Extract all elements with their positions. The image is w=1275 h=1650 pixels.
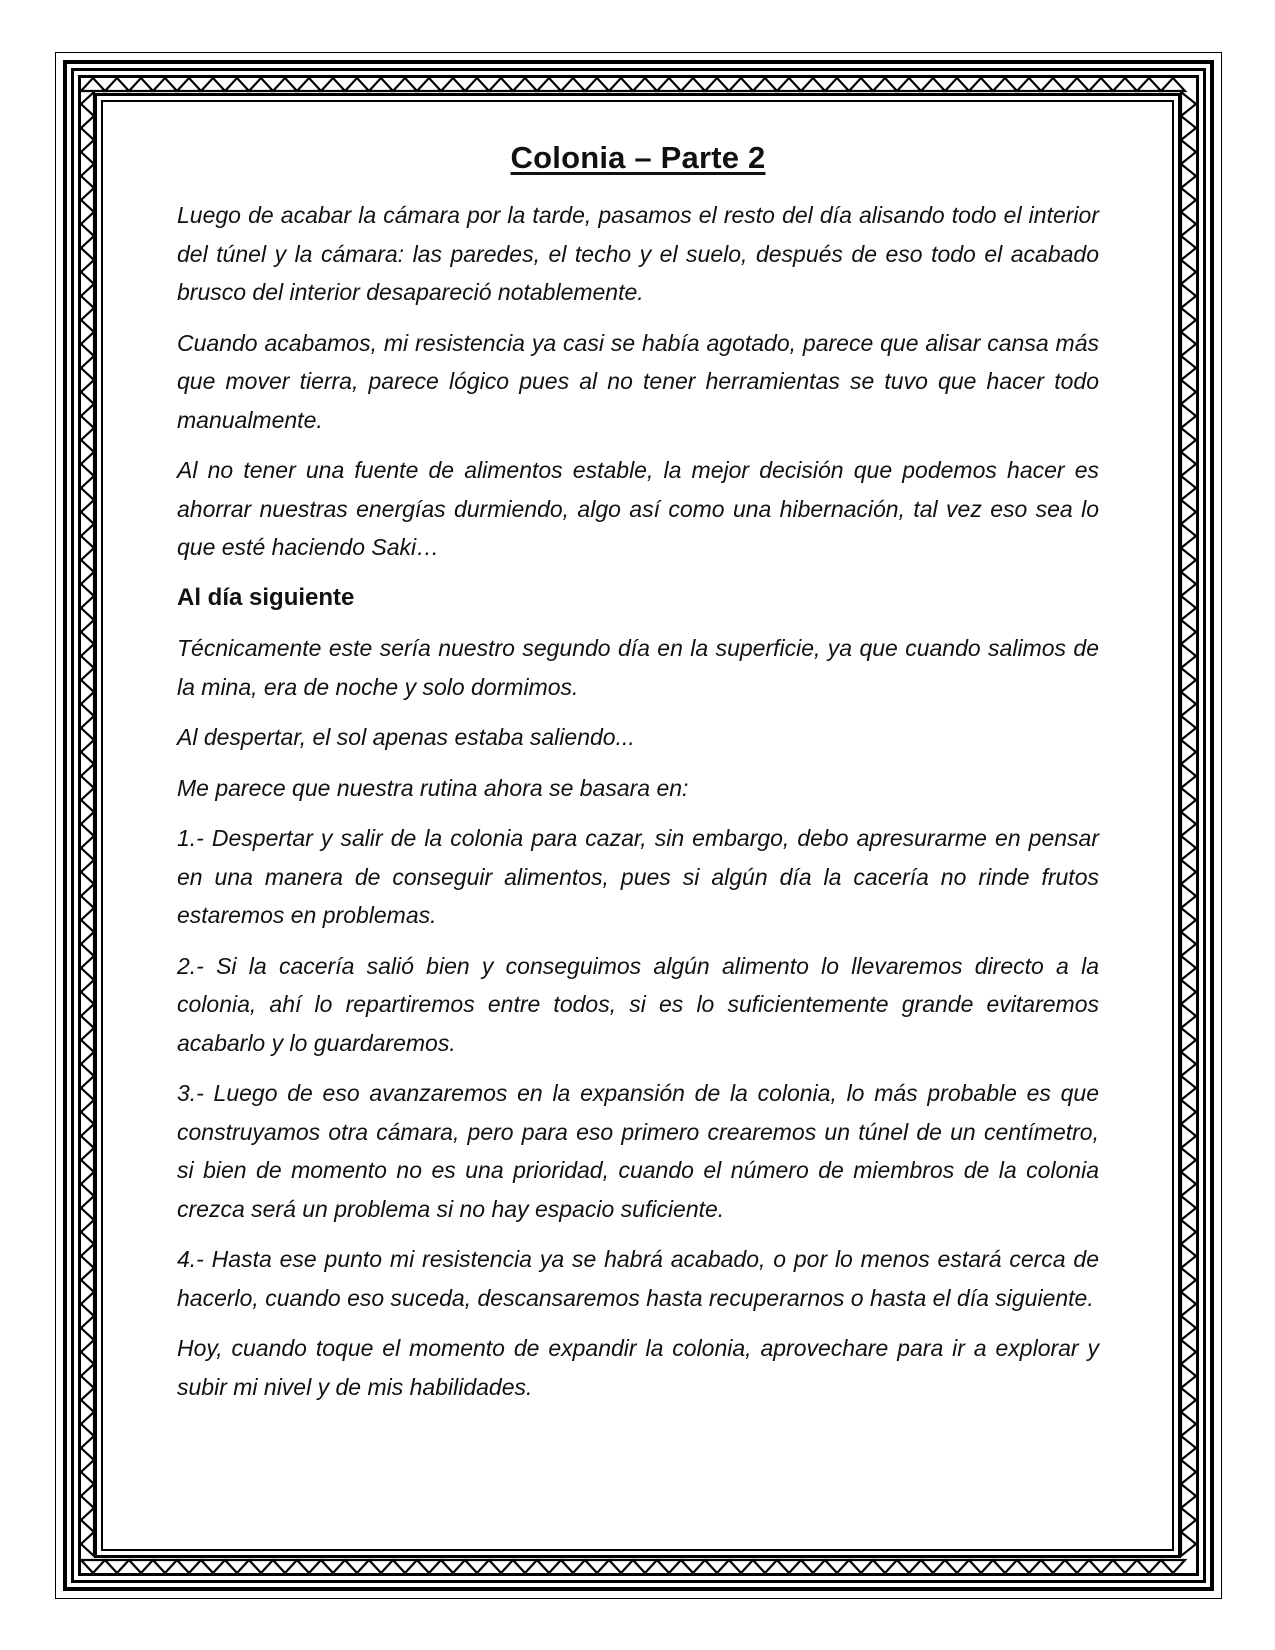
paragraph: Luego de acabar la cámara por la tarde, pasamos el resto del día alisando todo el interior del túnel y la cámara: las paredes, el techo y el suelo, después de eso todo el acabado brusco del interior desapareció notablemente. [177, 202, 1099, 305]
paragraph: Cuando acabamos, mi resistencia ya casi se había agotado, parece que alisar cansa más que mover tierra, parece lógico pues al no tener herramientas se tuvo que hacer todo manualmente. [177, 329, 1099, 433]
section-heading: Al día siguiente [177, 583, 355, 611]
paragraph: Me parece que nuestra rutina ahora se basara en: [177, 774, 689, 801]
paragraph: Hoy, cuando toque el momento de expandir la colonia, aprovechare para ir a explorar y subir mi nivel y de mis habilidades. [177, 1335, 1099, 1400]
list-item-3: 3.- Luego de eso avanzaremos en la expansión de la colonia, lo más probable es que construyamos otra cámara, pero para eso primero crearemos un túnel de un centímetro, si bien de momento no es una prioridad, cuando el número de miembros de la colonia crezca será un problema si no hay espacio suficiente. [177, 1080, 1099, 1222]
document-body [177, 140, 1099, 1418]
paragraph: Técnicamente este sería nuestro segundo día en la superficie, ya que cuando salimos de la mina, era de noche y solo dormimos. [177, 635, 1099, 700]
paragraph: Al no tener una fuente de alimentos estable, la mejor decisión que podemos hacer es ahorrar nuestras energías durmiendo, algo así como una hibernación, tal vez eso sea lo que esté haciendo Saki… [177, 457, 1099, 560]
page-title: Colonia – Parte 2 [510, 140, 766, 175]
paragraph: Al despertar, el sol apenas estaba saliendo... [177, 724, 635, 750]
list-item-1: 1.- Despertar y salir de la colonia para cazar, sin embargo, debo apresurarme en pensar en una manera de conseguir alimentos, pues si algún día la cacería no rinde frutos estaremos en problemas. [177, 825, 1099, 928]
list-item-2: 2.- Si la cacería salió bien y conseguimos algún alimento lo llevaremos directo a la colonia, ahí lo repartiremos entre todos, si es lo suficientemente grande evitaremos acabarlo y lo guardaremos. [177, 952, 1099, 1056]
list-item-4: 4.- Hasta ese punto mi resistencia ya se habrá acabado, o por lo menos estará cerca de hacerlo, cuando eso suceda, descansaremos hasta recuperarnos o hasta el día siguiente. [177, 1246, 1099, 1311]
